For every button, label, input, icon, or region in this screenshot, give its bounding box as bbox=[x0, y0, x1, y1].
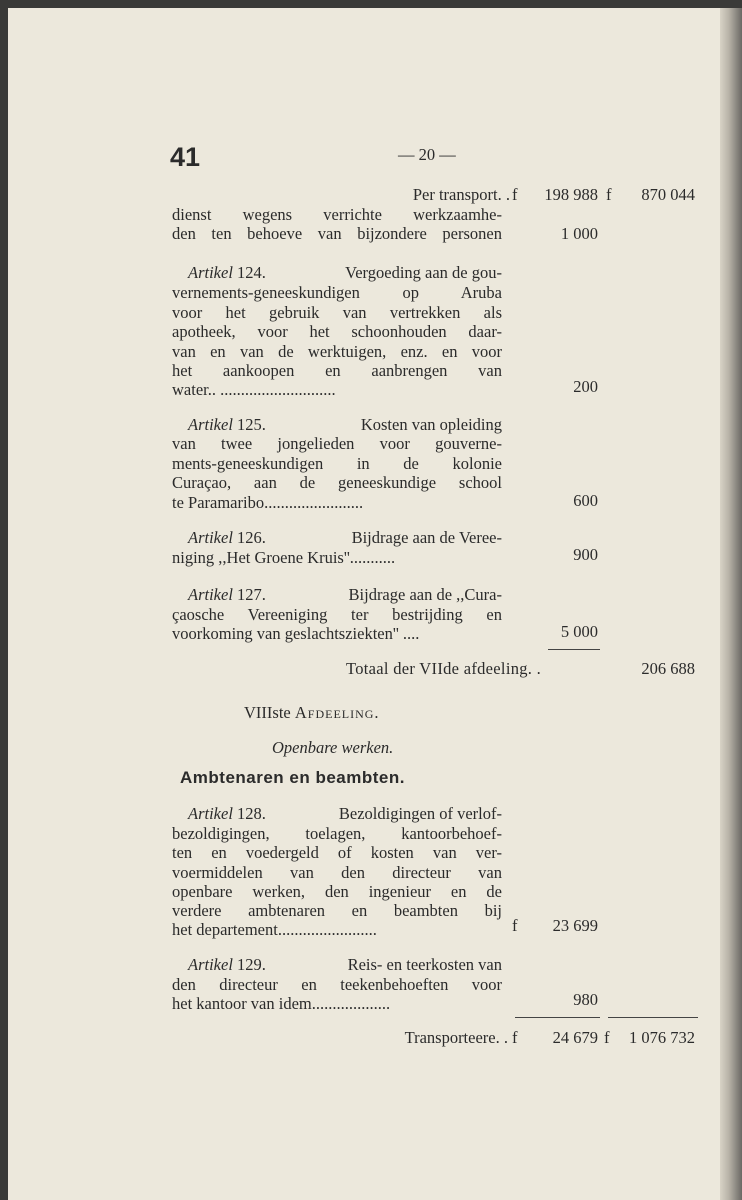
folio-number: 41 bbox=[170, 142, 201, 172]
article-number: 124. bbox=[237, 263, 266, 282]
article-label: Artikel bbox=[188, 263, 233, 282]
article-125-amount: 600 bbox=[573, 491, 598, 510]
entry-amount: 1 000 bbox=[560, 224, 598, 243]
carry-forward-amount-2: 1 076 732 bbox=[629, 1028, 695, 1047]
article-line: den directeur en teekenbehoeften voor bbox=[172, 975, 502, 994]
article-line: van en van de werktuigen, enz. en voor bbox=[172, 342, 502, 361]
section-number-line bbox=[244, 703, 380, 723]
article-line: niging ,,Het Groene Kruis''........... bbox=[172, 548, 396, 567]
section-heading: Ambtenaren en beambten. bbox=[180, 768, 405, 787]
article-number: 127. bbox=[237, 585, 266, 604]
article-124-first-line bbox=[188, 263, 502, 282]
article-126-amount: 900 bbox=[573, 545, 598, 564]
transport-rule-2 bbox=[608, 1017, 698, 1018]
article-line: apotheek, voor het schoonhouden daar- bbox=[172, 322, 502, 341]
carry-forward-amount-1: 24 679 bbox=[552, 1028, 598, 1047]
article-line: openbare werken, den ingenieur en de bbox=[172, 882, 502, 901]
section-title: Afdeeling. bbox=[294, 703, 380, 722]
article-line: het kantoor van idem................... bbox=[172, 994, 391, 1013]
article-label: Artikel bbox=[188, 528, 233, 547]
article-number: 128. bbox=[237, 804, 266, 823]
transport-currency-1: f bbox=[512, 185, 518, 204]
transport-currency-2: f bbox=[606, 185, 612, 204]
section-number: VIIIste bbox=[244, 703, 291, 722]
article-128-first-line bbox=[188, 804, 502, 823]
article-label: Artikel bbox=[188, 415, 233, 434]
article-line: voermiddelen van den directeur van bbox=[172, 863, 502, 882]
article-text: Bijdrage aan de ,,Cura- bbox=[348, 585, 502, 604]
article-128-amount: 23 699 bbox=[552, 916, 598, 935]
article-127-first-line bbox=[188, 585, 502, 604]
transport-rule-1 bbox=[515, 1017, 600, 1018]
article-line: het departement........................ bbox=[172, 920, 377, 939]
article-line: ten en voedergeld of kosten van ver- bbox=[172, 843, 502, 862]
article-124-amount: 200 bbox=[573, 377, 598, 396]
article-line: vernements-geneeskundigen op Aruba bbox=[172, 283, 502, 302]
article-line: te Paramaribo........................ bbox=[172, 493, 364, 512]
article-line: ments-geneeskundigen in de kolonie bbox=[172, 454, 502, 473]
entry-line: den ten behoeve van bijzondere personen bbox=[172, 224, 502, 243]
article-line: Curaçao, aan de geneeskundige school bbox=[172, 473, 502, 492]
article-line: voor het gebruik van vertrekken als bbox=[172, 303, 502, 322]
article-text: Reis- en teerkosten van bbox=[347, 955, 502, 974]
article-128-currency: f bbox=[512, 916, 518, 935]
total-amount: 206 688 bbox=[641, 659, 695, 678]
article-126-first-line bbox=[188, 528, 502, 547]
article-label: Artikel bbox=[188, 804, 233, 823]
carry-forward-currency-1: f bbox=[512, 1028, 518, 1047]
article-line: voorkoming van geslachtsziekten'' .... bbox=[172, 624, 420, 643]
article-number: 125. bbox=[237, 415, 266, 434]
transport-amount-1: 198 988 bbox=[544, 185, 598, 204]
section-subtitle: Openbare werken. bbox=[272, 738, 394, 757]
article-125-first-line bbox=[188, 415, 502, 434]
transport-amount-2: 870 044 bbox=[641, 185, 695, 204]
article-text: Kosten van opleiding bbox=[360, 415, 502, 434]
article-127-amount: 5 000 bbox=[560, 622, 598, 641]
article-number: 129. bbox=[237, 955, 266, 974]
article-line: het aankoopen en aanbrengen van bbox=[172, 361, 502, 380]
article-line: çaosche Vereeniging ter bestrijding en bbox=[172, 605, 502, 624]
entry-line: dienst wegens verrichte werkzaamhe- bbox=[172, 205, 502, 224]
article-129-amount: 980 bbox=[573, 990, 598, 1009]
article-line: van twee jongelieden voor gouverne- bbox=[172, 434, 502, 453]
page-marker: — 20 — bbox=[398, 145, 456, 164]
article-text: Vergoeding aan de gou- bbox=[345, 263, 502, 282]
article-line: verdere ambtenaren en beambten bij bbox=[172, 901, 502, 920]
carry-forward-label: Transporteere. . bbox=[404, 1028, 508, 1047]
article-line: water.. ............................ bbox=[172, 380, 336, 399]
article-line: bezoldigingen, toelagen, kantoorbehoef- bbox=[172, 824, 502, 843]
total-label: Totaal der VIIde afdeeling. . bbox=[346, 659, 542, 678]
article-label: Artikel bbox=[188, 955, 233, 974]
carry-forward-currency-2: f bbox=[604, 1028, 610, 1047]
article-129-first-line bbox=[188, 955, 502, 974]
article-number: 126. bbox=[237, 528, 266, 547]
article-label: Artikel bbox=[188, 585, 233, 604]
article-text: Bezoldigingen of verlof- bbox=[338, 804, 502, 823]
article-text: Bijdrage aan de Veree- bbox=[351, 528, 502, 547]
transport-label: Per transport. . bbox=[412, 185, 510, 204]
subtotal-rule bbox=[548, 649, 600, 650]
